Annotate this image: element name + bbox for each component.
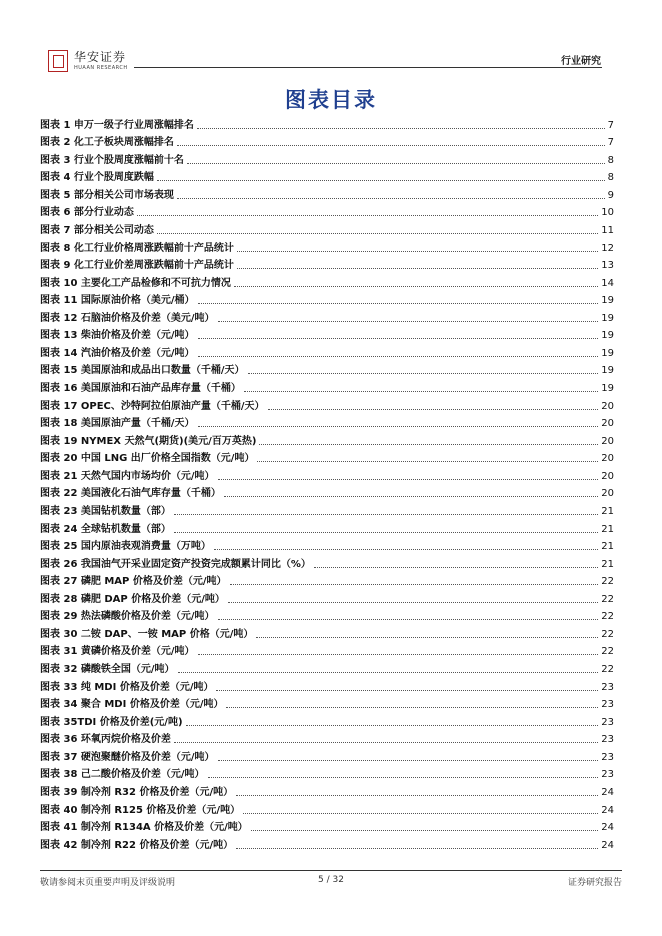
toc-entry-label: 图表 39 制冷剂 R32 价格及价差（元/吨）	[40, 786, 234, 798]
toc-entry[interactable]	[40, 500, 614, 518]
toc-dot-leader	[230, 583, 599, 585]
logo-seal-icon	[48, 50, 68, 72]
toc-entry-label: 图表 5 部分相关公司市场表现	[40, 189, 174, 201]
toc-entry-page: 22	[601, 646, 614, 658]
toc-entry[interactable]	[40, 571, 614, 589]
toc-entry-page: 21	[601, 558, 614, 570]
toc-entry-page: 24	[601, 839, 614, 851]
toc-entry-label: 图表 42 制冷剂 R22 价格及价差（元/吨）	[40, 839, 234, 851]
page-title: 图表目录	[285, 88, 377, 112]
toc-dot-leader	[186, 724, 599, 726]
toc-dot-leader	[216, 689, 598, 691]
toc-dot-leader	[198, 355, 599, 357]
toc-dot-leader	[137, 214, 598, 216]
toc-entry[interactable]	[40, 202, 614, 220]
toc-entry-label: 图表 30 二铵 DAP、一铵 MAP 价格（元/吨）	[40, 628, 254, 640]
toc-dot-leader	[214, 548, 598, 550]
toc-dot-leader	[259, 443, 598, 445]
toc-entry-label: 图表 21 天然气国内市场均价（元/吨）	[40, 470, 215, 482]
toc-entry-label: 图表 8 化工行业价格周涨跌幅前十产品统计	[40, 242, 234, 254]
toc-entry[interactable]	[40, 641, 614, 659]
toc-entry-page: 14	[601, 277, 614, 289]
toc-dot-leader	[268, 408, 599, 410]
toc-entry-label: 图表 32 磷酸铁全国（元/吨）	[40, 664, 175, 675]
toc-entry-label: 图表 19 NYMEX 天然气(期货)(美元/百万英热)	[40, 435, 257, 447]
toc-entry-label: 图表 13 柴油价格及价差（元/吨）	[40, 330, 195, 342]
toc-entry-page: 22	[601, 593, 614, 605]
footer-doc-type: 证券研究报告	[567, 878, 622, 888]
toc-entry[interactable]	[40, 325, 614, 343]
toc-dot-leader	[244, 390, 598, 392]
toc-dot-leader	[208, 776, 599, 778]
toc-entry-page: 9	[607, 189, 614, 201]
toc-dot-leader	[198, 337, 599, 339]
toc-entry-page: 22	[601, 611, 614, 623]
toc-entry-page: 19	[601, 383, 614, 394]
toc-entry[interactable]	[40, 255, 614, 273]
toc-entry[interactable]	[40, 781, 614, 799]
toc-entry[interactable]	[40, 413, 614, 431]
toc-entry-label: 图表 24 全球钻机数量（部）	[40, 523, 171, 535]
footer-disclaimer: 敬请参阅末页重要声明及评级说明	[40, 878, 176, 888]
toc-entry-label: 图表 10 主要化工产品检修和不可抗力情况	[40, 277, 231, 289]
toc-entry-page: 24	[601, 786, 614, 798]
toc-dot-leader	[174, 531, 598, 533]
toc-entry[interactable]	[40, 184, 614, 202]
toc-entry[interactable]	[40, 360, 614, 378]
toc-entry-page: 21	[601, 541, 614, 553]
toc-dot-leader	[197, 127, 605, 129]
footer-divider	[40, 870, 622, 871]
section-label: 行业研究	[561, 56, 601, 67]
logo-name: 华安证券	[74, 50, 127, 64]
toc-entry-page: 19	[601, 295, 614, 307]
toc-entry-label: 图表 35TDI 价格及价差(元/吨)	[40, 716, 183, 728]
toc-entry-page: 23	[601, 734, 614, 746]
toc-entry[interactable]	[40, 149, 614, 167]
toc-dot-leader	[218, 618, 599, 620]
toc-entry[interactable]	[40, 536, 614, 554]
toc-entry-page: 7	[607, 119, 614, 131]
page-number: 5 / 32	[318, 875, 344, 885]
toc-entry-page: 19	[601, 347, 614, 359]
toc-entry-label: 图表 2 化工子板块周涨幅排名	[40, 137, 174, 149]
toc-entry-label: 图表 28 磷肥 DAP 价格及价差（元/吨）	[40, 593, 225, 605]
toc-entry-page: 20	[601, 470, 614, 482]
toc-entry[interactable]	[40, 588, 614, 606]
toc-entry-page: 11	[601, 224, 614, 236]
toc-dot-leader	[174, 513, 598, 515]
toc-entry-page: 8	[607, 172, 614, 184]
toc-dot-leader	[257, 460, 598, 462]
toc-entry-label: 图表 1 申万一级子行业周涨幅排名	[40, 119, 194, 131]
toc-dot-leader	[256, 636, 598, 638]
toc-entry-label: 图表 36 环氧丙烷价格及价差	[40, 734, 171, 746]
toc-entry-label: 图表 22 美国液化石油气库存量（千桶）	[40, 488, 221, 500]
toc-entry-label: 图表 9 化工行业价差周涨跌幅前十产品统计	[40, 260, 234, 272]
toc-entry-label: 图表 14 汽油价格及价差（元/吨）	[40, 347, 195, 359]
table-of-figures	[40, 114, 614, 852]
toc-dot-leader	[237, 250, 598, 252]
toc-entry-label: 图表 11 国际原油价格（美元/桶）	[40, 295, 195, 307]
toc-entry-label: 图表 12 石脑油价格及价差（美元/吨）	[40, 312, 215, 324]
toc-entry-label: 图表 4 行业个股周度跌幅	[40, 172, 154, 184]
toc-entry[interactable]	[40, 167, 614, 185]
toc-entry[interactable]	[40, 219, 614, 237]
toc-dot-leader	[251, 829, 598, 831]
toc-dot-leader	[236, 794, 598, 796]
toc-entry-label: 图表 16 美国原油和石油产品库存量（千桶）	[40, 383, 241, 394]
toc-dot-leader	[226, 706, 598, 708]
toc-entry[interactable]	[40, 676, 614, 694]
toc-dot-leader	[157, 179, 605, 181]
toc-dot-leader	[198, 302, 599, 304]
toc-dot-leader	[218, 320, 599, 322]
toc-entry-page: 19	[601, 312, 614, 324]
toc-entry-label: 图表 38 己二酸价格及价差（元/吨）	[40, 769, 205, 781]
toc-entry-label: 图表 18 美国原油产量（千桶/天）	[40, 418, 195, 430]
toc-entry-page: 22	[601, 628, 614, 640]
toc-dot-leader	[157, 232, 598, 234]
toc-entry-label: 图表 7 部分相关公司动态	[40, 224, 154, 236]
toc-entry-page: 23	[601, 681, 614, 693]
toc-entry[interactable]	[40, 132, 614, 150]
toc-entry-label: 图表 23 美国钻机数量（部）	[40, 505, 171, 517]
header-divider	[134, 67, 602, 68]
toc-entry[interactable]	[40, 817, 614, 835]
company-logo	[48, 48, 188, 78]
toc-entry[interactable]	[40, 395, 614, 413]
toc-dot-leader	[224, 495, 598, 497]
toc-entry-label: 图表 3 行业个股周度涨幅前十名	[40, 154, 184, 166]
toc-entry[interactable]	[40, 272, 614, 290]
logo-english-name: HUAAN RESEARCH	[74, 65, 128, 71]
page-header	[0, 0, 662, 80]
toc-dot-leader	[228, 601, 598, 603]
toc-entry[interactable]	[40, 518, 614, 536]
toc-entry[interactable]	[40, 764, 614, 782]
toc-dot-leader	[178, 671, 599, 673]
toc-entry-page: 21	[601, 505, 614, 517]
toc-entry[interactable]	[40, 307, 614, 325]
toc-entry-label: 图表 20 中国 LNG 出厂价格全国指数（元/吨）	[40, 453, 255, 465]
toc-entry[interactable]	[40, 448, 614, 466]
toc-entry-label: 图表 27 磷肥 MAP 价格及价差（元/吨）	[40, 576, 227, 588]
toc-dot-leader	[218, 759, 599, 761]
toc-entry[interactable]	[40, 483, 614, 501]
toc-entry-label: 图表 33 纯 MDI 价格及价差（元/吨）	[40, 681, 214, 693]
toc-entry-page: 20	[601, 488, 614, 500]
toc-entry-page: 24	[601, 804, 614, 816]
toc-entry-label: 图表 17 OPEC、沙特阿拉伯原油产量（千桶/天）	[40, 400, 265, 412]
toc-entry-label: 图表 40 制冷剂 R125 价格及价差（元/吨）	[40, 804, 241, 816]
toc-entry[interactable]	[40, 290, 614, 308]
toc-entry[interactable]	[40, 799, 614, 817]
toc-dot-leader	[174, 741, 598, 743]
toc-entry-page: 23	[601, 699, 614, 711]
toc-entry-label: 图表 37 硬泡聚醚价格及价差（元/吨）	[40, 751, 215, 763]
toc-entry-page: 20	[601, 435, 614, 447]
toc-dot-leader	[236, 847, 598, 849]
toc-entry[interactable]	[40, 834, 614, 852]
toc-entry[interactable]	[40, 729, 614, 747]
toc-entry-page: 23	[601, 751, 614, 763]
toc-entry[interactable]	[40, 658, 614, 676]
toc-entry-label: 图表 31 黄磷价格及价差（元/吨）	[40, 646, 195, 658]
toc-entry-label: 图表 34 聚合 MDI 价格及价差（元/吨）	[40, 699, 224, 711]
toc-entry[interactable]	[40, 430, 614, 448]
toc-entry-label: 图表 15 美国原油和成品出口数量（千桶/天）	[40, 365, 245, 377]
toc-entry-page: 24	[601, 822, 614, 834]
toc-entry-label: 图表 41 制冷剂 R134A 价格及价差（元/吨）	[40, 822, 248, 834]
toc-entry-page: 20	[601, 400, 614, 412]
toc-dot-leader	[177, 144, 605, 146]
toc-entry-page: 13	[601, 260, 614, 272]
toc-entry-page: 20	[601, 453, 614, 465]
toc-entry[interactable]	[40, 465, 614, 483]
toc-entry[interactable]	[40, 342, 614, 360]
toc-entry-page: 19	[601, 330, 614, 342]
toc-entry-page: 12	[601, 242, 614, 254]
toc-entry[interactable]	[40, 623, 614, 641]
toc-entry[interactable]	[40, 746, 614, 764]
toc-entry-label: 图表 26 我国油气开采业固定资产投资完成额累计同比（%）	[40, 558, 311, 570]
toc-entry-page: 23	[601, 769, 614, 781]
toc-entry-label: 图表 25 国内原油表观消费量（万吨）	[40, 541, 211, 553]
page-footer	[40, 875, 622, 889]
toc-entry[interactable]	[40, 711, 614, 729]
toc-dot-leader	[218, 478, 599, 480]
toc-entry-page: 23	[601, 716, 614, 728]
toc-entry-page: 19	[601, 365, 614, 377]
toc-dot-leader	[198, 653, 599, 655]
toc-entry[interactable]	[40, 377, 614, 395]
toc-dot-leader	[237, 267, 598, 269]
toc-entry[interactable]	[40, 114, 614, 132]
toc-dot-leader	[248, 372, 599, 374]
toc-dot-leader	[198, 425, 599, 427]
toc-entry[interactable]	[40, 237, 614, 255]
toc-dot-leader	[187, 162, 605, 164]
toc-entry-page: 10	[601, 207, 614, 219]
toc-entry-page: 22	[601, 576, 614, 588]
toc-entry-page: 22	[601, 664, 614, 675]
toc-entry[interactable]	[40, 694, 614, 712]
toc-entry-label: 图表 6 部分行业动态	[40, 207, 134, 219]
toc-dot-leader	[314, 566, 598, 568]
toc-dot-leader	[177, 197, 605, 199]
toc-entry-page: 21	[601, 523, 614, 535]
toc-entry[interactable]	[40, 553, 614, 571]
toc-entry-page: 20	[601, 418, 614, 430]
toc-dot-leader	[243, 812, 598, 814]
toc-entry[interactable]	[40, 606, 614, 624]
toc-entry-page: 8	[607, 154, 614, 166]
toc-entry-label: 图表 29 热法磷酸价格及价差（元/吨）	[40, 611, 215, 623]
toc-dot-leader	[234, 285, 598, 287]
toc-entry-page: 7	[607, 137, 614, 149]
